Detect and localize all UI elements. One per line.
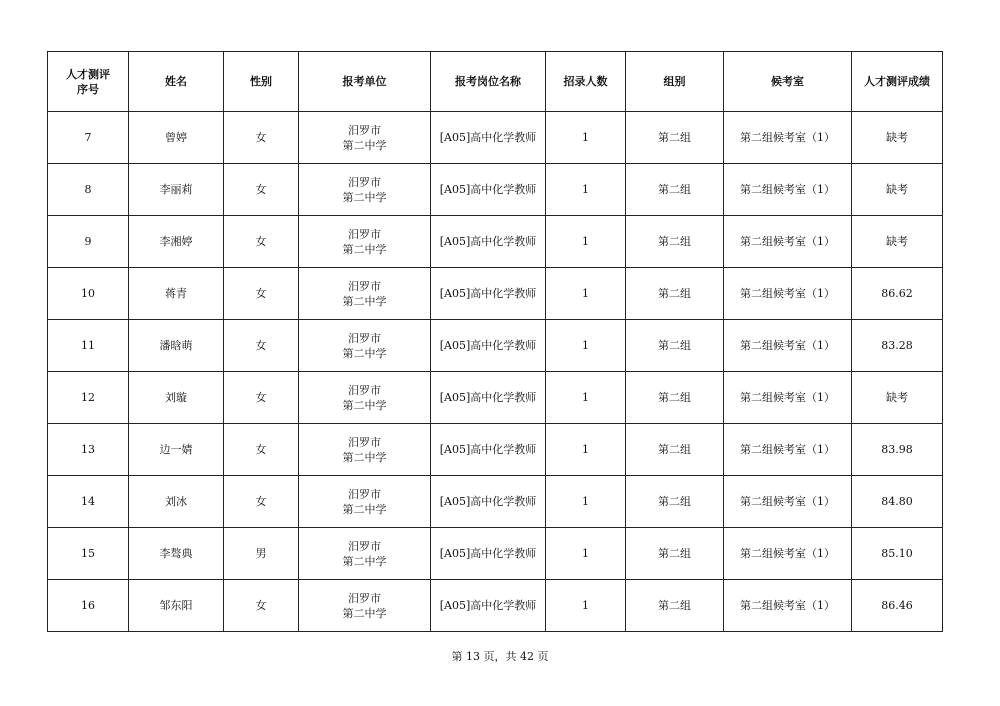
cell-seq: 8	[48, 164, 129, 216]
cell-quota: 1	[546, 372, 626, 424]
table-row	[48, 528, 943, 580]
table-row	[48, 268, 943, 320]
column-header-position: 报考岗位名称	[431, 52, 546, 112]
cell-seq: 15	[48, 528, 129, 580]
cell-unit: 汨罗市 第二中学	[299, 268, 431, 320]
cell-seq: 11	[48, 320, 129, 372]
table-body	[48, 112, 943, 632]
cell-quota: 1	[546, 216, 626, 268]
cell-position: [A05]高中化学教师	[431, 320, 546, 372]
cell-waiting-room: 第二组候考室（1）	[724, 476, 852, 528]
cell-position: [A05]高中化学教师	[431, 164, 546, 216]
cell-position: [A05]高中化学教师	[431, 580, 546, 632]
cell-name: 邹东阳	[129, 580, 224, 632]
cell-score: 84.80	[852, 476, 943, 528]
cell-group: 第二组	[626, 164, 724, 216]
table-row	[48, 112, 943, 164]
cell-waiting-room: 第二组候考室（1）	[724, 216, 852, 268]
cell-waiting-room: 第二组候考室（1）	[724, 320, 852, 372]
cell-position: [A05]高中化学教师	[431, 268, 546, 320]
cell-waiting-room: 第二组候考室（1）	[724, 112, 852, 164]
column-header-score: 人才测评成绩	[852, 52, 943, 112]
cell-quota: 1	[546, 528, 626, 580]
cell-group: 第二组	[626, 112, 724, 164]
cell-gender: 女	[224, 112, 299, 164]
cell-quota: 1	[546, 164, 626, 216]
table-row	[48, 424, 943, 476]
cell-position: [A05]高中化学教师	[431, 216, 546, 268]
cell-name: 边一婧	[129, 424, 224, 476]
cell-group: 第二组	[626, 320, 724, 372]
cell-seq: 10	[48, 268, 129, 320]
cell-group: 第二组	[626, 216, 724, 268]
results-table	[47, 51, 943, 632]
cell-unit: 汨罗市 第二中学	[299, 372, 431, 424]
cell-gender: 女	[224, 268, 299, 320]
cell-group: 第二组	[626, 268, 724, 320]
cell-gender: 女	[224, 580, 299, 632]
table-row	[48, 164, 943, 216]
table-row	[48, 216, 943, 268]
cell-score: 83.28	[852, 320, 943, 372]
cell-position: [A05]高中化学教师	[431, 424, 546, 476]
cell-gender: 女	[224, 320, 299, 372]
cell-unit: 汨罗市 第二中学	[299, 424, 431, 476]
cell-gender: 女	[224, 476, 299, 528]
cell-unit: 汨罗市 第二中学	[299, 320, 431, 372]
cell-seq: 7	[48, 112, 129, 164]
cell-gender: 女	[224, 164, 299, 216]
cell-waiting-room: 第二组候考室（1）	[724, 164, 852, 216]
cell-group: 第二组	[626, 580, 724, 632]
cell-unit: 汨罗市 第二中学	[299, 112, 431, 164]
column-header-gender: 性别	[224, 52, 299, 112]
cell-waiting-room: 第二组候考室（1）	[724, 268, 852, 320]
cell-unit: 汨罗市 第二中学	[299, 528, 431, 580]
cell-group: 第二组	[626, 528, 724, 580]
cell-name: 李骜典	[129, 528, 224, 580]
table-row	[48, 372, 943, 424]
cell-name: 李丽莉	[129, 164, 224, 216]
page-number: 第 13 页，共 42 页	[451, 650, 549, 663]
cell-group: 第二组	[626, 372, 724, 424]
cell-waiting-room: 第二组候考室（1）	[724, 424, 852, 476]
cell-quota: 1	[546, 580, 626, 632]
cell-name: 刘冰	[129, 476, 224, 528]
cell-seq: 9	[48, 216, 129, 268]
cell-name: 潘晗萌	[129, 320, 224, 372]
cell-score: 86.46	[852, 580, 943, 632]
cell-waiting-room: 第二组候考室（1）	[724, 580, 852, 632]
cell-score: 83.98	[852, 424, 943, 476]
cell-seq: 14	[48, 476, 129, 528]
cell-unit: 汨罗市 第二中学	[299, 216, 431, 268]
cell-unit: 汨罗市 第二中学	[299, 164, 431, 216]
cell-unit: 汨罗市 第二中学	[299, 580, 431, 632]
cell-position: [A05]高中化学教师	[431, 112, 546, 164]
cell-name: 曾婷	[129, 112, 224, 164]
cell-gender: 女	[224, 372, 299, 424]
table-header-row	[48, 52, 943, 112]
cell-gender: 女	[224, 424, 299, 476]
cell-gender: 女	[224, 216, 299, 268]
cell-name: 李湘婷	[129, 216, 224, 268]
cell-position: [A05]高中化学教师	[431, 528, 546, 580]
column-header-waiting-room: 候考室	[724, 52, 852, 112]
cell-seq: 13	[48, 424, 129, 476]
cell-seq: 16	[48, 580, 129, 632]
cell-group: 第二组	[626, 424, 724, 476]
table-row	[48, 580, 943, 632]
cell-score: 86.62	[852, 268, 943, 320]
cell-score: 缺考	[852, 164, 943, 216]
cell-score: 缺考	[852, 372, 943, 424]
cell-gender: 男	[224, 528, 299, 580]
cell-group: 第二组	[626, 476, 724, 528]
cell-unit: 汨罗市 第二中学	[299, 476, 431, 528]
cell-name: 蒋青	[129, 268, 224, 320]
cell-waiting-room: 第二组候考室（1）	[724, 372, 852, 424]
cell-score: 缺考	[852, 216, 943, 268]
cell-position: [A05]高中化学教师	[431, 372, 546, 424]
column-header-seq: 人才测评 序号	[48, 52, 129, 112]
cell-seq: 12	[48, 372, 129, 424]
column-header-unit: 报考单位	[299, 52, 431, 112]
cell-quota: 1	[546, 320, 626, 372]
cell-quota: 1	[546, 112, 626, 164]
cell-quota: 1	[546, 476, 626, 528]
table-row	[48, 476, 943, 528]
cell-name: 刘璇	[129, 372, 224, 424]
cell-score: 缺考	[852, 112, 943, 164]
column-header-name: 姓名	[129, 52, 224, 112]
cell-quota: 1	[546, 268, 626, 320]
cell-waiting-room: 第二组候考室（1）	[724, 528, 852, 580]
column-header-group: 组别	[626, 52, 724, 112]
cell-position: [A05]高中化学教师	[431, 476, 546, 528]
table-row	[48, 320, 943, 372]
cell-score: 85.10	[852, 528, 943, 580]
column-header-quota: 招录人数	[546, 52, 626, 112]
cell-quota: 1	[546, 424, 626, 476]
